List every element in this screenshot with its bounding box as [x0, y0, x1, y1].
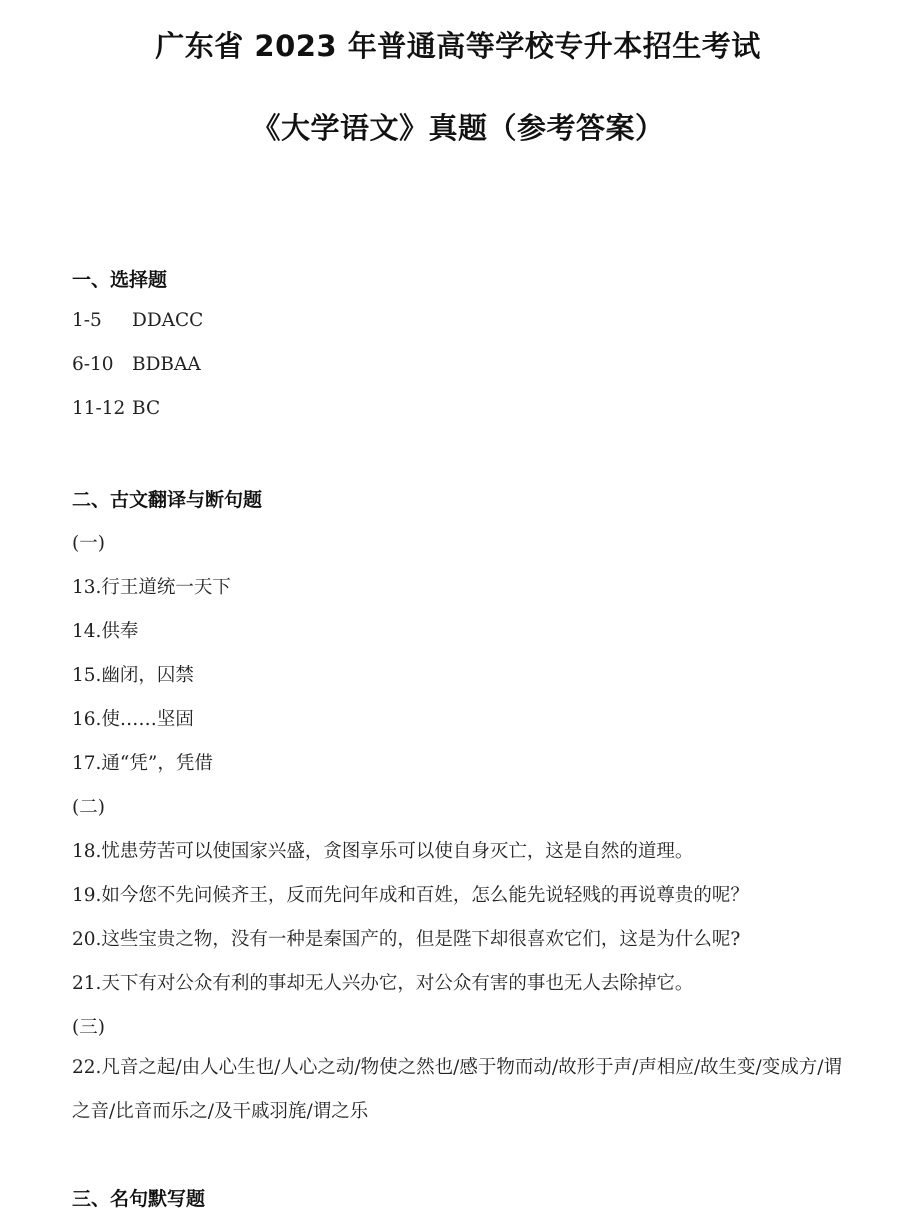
answer-item: 18.忧患劳苦可以使国家兴盛，贪图享乐可以使自身灭亡，这是自然的道理。	[72, 841, 694, 862]
document-title-line2: 《大学语文》真题（参考答案）	[251, 111, 665, 145]
document-title-line1: 广东省 2023 年普通高等学校专升本招生考试	[155, 29, 761, 63]
subsection-label: (一)	[72, 533, 105, 554]
answer-range: 6-10	[72, 354, 114, 375]
answer-item: 17.通“凭”，凭借	[72, 753, 213, 774]
subsection-label: (二)	[72, 797, 105, 818]
answer-letters: BDBAA	[132, 354, 201, 375]
answer-item: 15.幽闭，囚禁	[72, 665, 194, 686]
answer-range: 1-5	[72, 310, 102, 331]
answer-range: 11-12	[72, 398, 126, 419]
punctuation-answer: 22.凡音之起/由人心生也/人心之动/物使之然也/感于物而动/故形于声/声相应/故生变/变成方/谓之音/比音而乐之/及干戚羽旄/谓之乐	[72, 1057, 843, 1122]
answer-item: 13.行王道统一天下	[72, 577, 231, 598]
answer-row	[72, 310, 203, 331]
answer-row	[72, 354, 201, 375]
answer-item: 16.使……坚固	[72, 709, 194, 730]
answer-item: 20.这些宝贵之物，没有一种是秦国产的，但是陛下却很喜欢它们，这是为什么呢?	[72, 929, 741, 950]
answer-item: 14.供奉	[72, 621, 139, 642]
answer-item: 21.天下有对公众有利的事却无人兴办它，对公众有害的事也无人去除掉它。	[72, 973, 694, 994]
section-heading-multiple-choice: 一、选择题	[72, 269, 168, 291]
answer-item: 19.如今您不先问候齐王，反而先问年成和百姓，怎么能先说轻贱的再说尊贵的呢？	[72, 885, 749, 906]
answer-letters: DDACC	[132, 310, 204, 331]
subsection-label: (三)	[72, 1017, 105, 1038]
section-heading-classical-translation: 二、古文翻译与断句题	[72, 489, 263, 511]
answer-letters: BC	[132, 398, 161, 419]
section-heading-famous-quotes: 三、名句默写题	[72, 1188, 206, 1210]
answer-row	[72, 398, 160, 419]
